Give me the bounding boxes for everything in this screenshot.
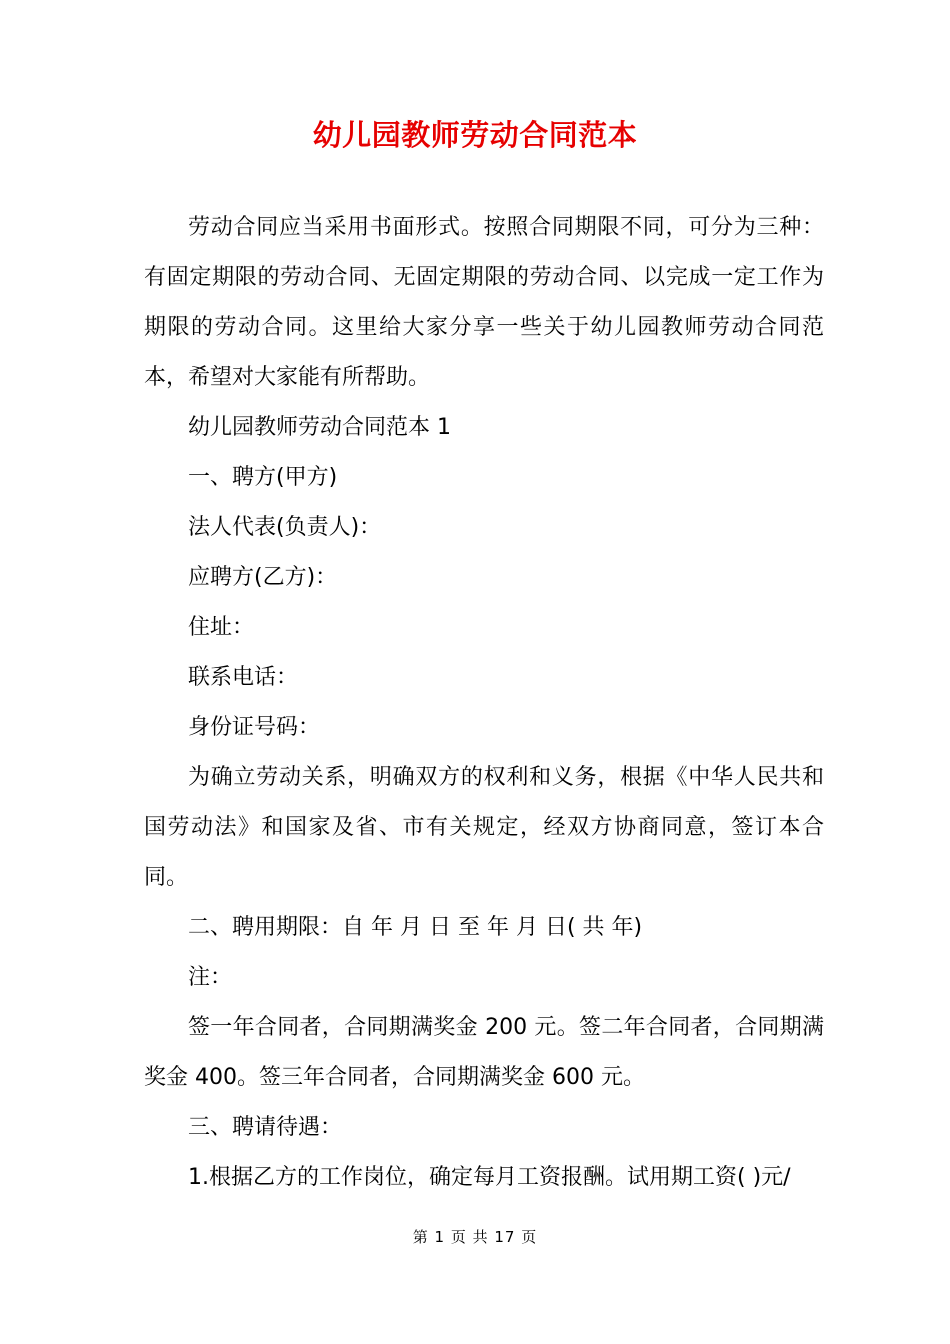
page-number: 第 1 页 共 17 页 (412, 1228, 538, 1246)
document-title: 幼儿园教师劳动合同范本 (312, 118, 638, 152)
clause-compensation: 三、聘请待遇： (188, 1115, 343, 1140)
field-legal-representative: 法人代表(负责人)： (188, 515, 382, 540)
salary-paragraph: 1.根据乙方的工作岗位，确定每月工资报酬。试用期工资( )元/ (188, 1165, 791, 1190)
clause-term: 二、聘用期限：自 年 月 日 至 年 月 日( 共 年) (188, 915, 643, 940)
field-phone: 联系电话： (188, 665, 299, 690)
field-address: 住址： (188, 615, 255, 640)
field-employee: 应聘方(乙方)： (188, 565, 338, 590)
document-body (144, 203, 824, 1203)
clause-employer: 一、聘方(甲方) (188, 465, 338, 490)
purpose-paragraph: 为确立劳动关系，明确双方的权利和义务，根据《中华人民共和国劳动法》和国家及省、市有关规定，经双方协商同意，签订本合同。 (144, 765, 824, 890)
intro-paragraph: 劳动合同应当采用书面形式。按照合同期限不同，可分为三种：有固定期限的劳动合同、无固定期限的劳动合同、以完成一定工作为期限的劳动合同。这里给大家分享一些关于幼儿园教师劳动合同范本，希望对大家能有所帮助。 (144, 215, 824, 390)
section-heading: 幼儿园教师劳动合同范本 1 (188, 415, 451, 440)
field-id-number: 身份证号码： (188, 715, 321, 740)
note-label: 注： (188, 965, 233, 990)
bonus-paragraph: 签一年合同者，合同期满奖金 200 元。签二年合同者，合同期满奖金 400。签三年合同者，合同期满奖金 600 元。 (144, 1015, 824, 1090)
